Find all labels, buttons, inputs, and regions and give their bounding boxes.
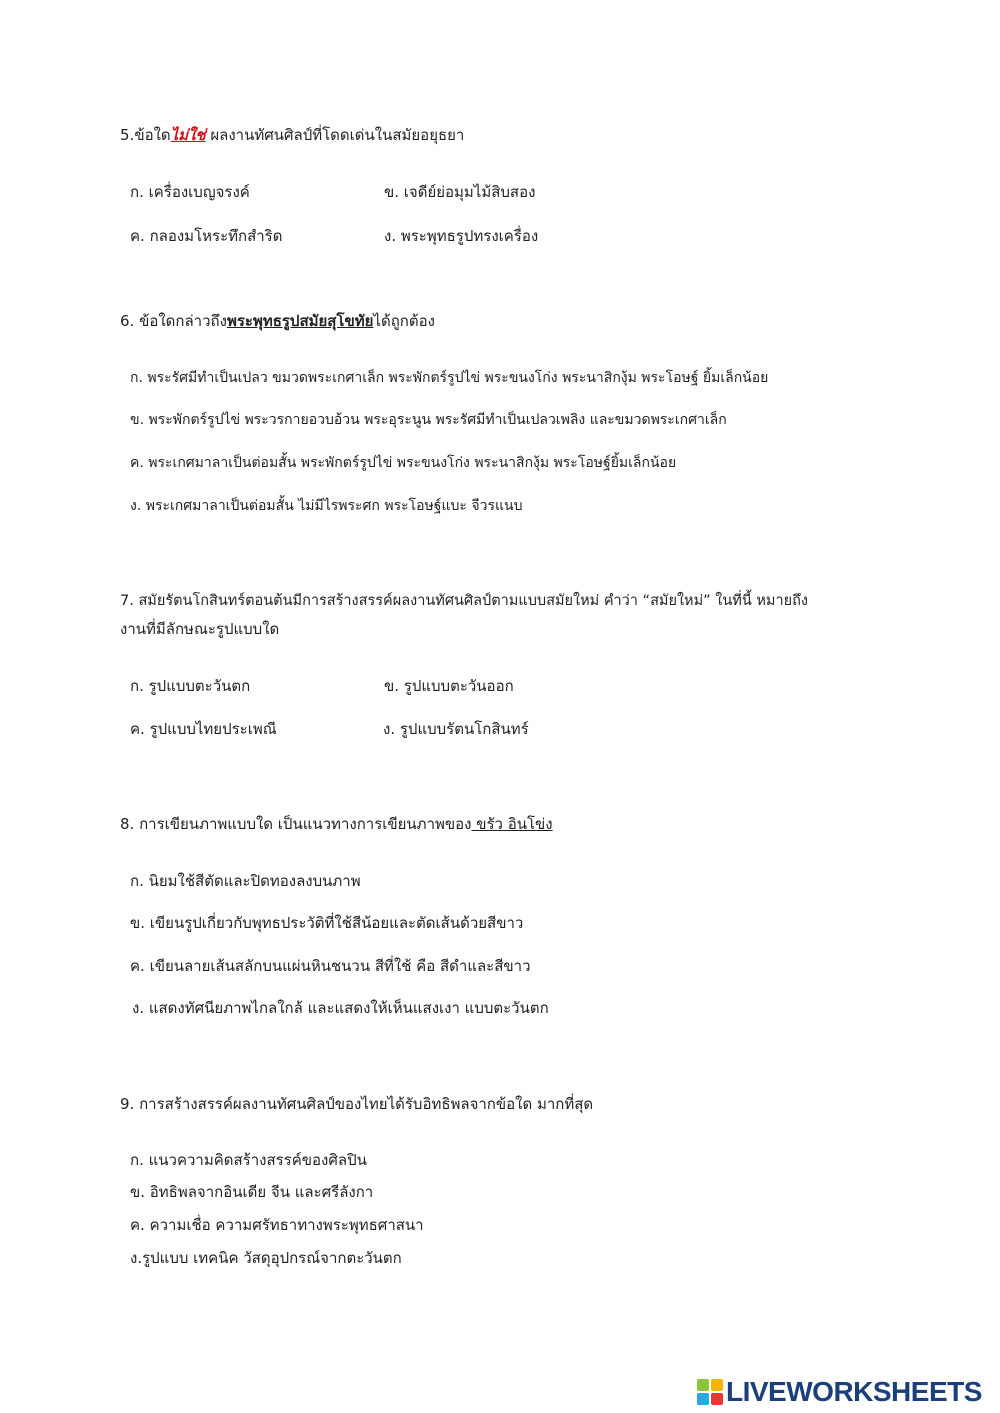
logo-tile [711, 1379, 723, 1391]
option-d[interactable]: ง. พระเกศมาลาเป็นต่อมสั้น ไม่มีไรพระศก พระโอษฐ์แบะ จีวรแนบ [130, 498, 523, 514]
option-a[interactable]: ก. เครื่องเบญจรงค์ [130, 183, 250, 201]
emphasis-artist: ขรัว อินโข่ง [471, 815, 553, 833]
question-7-line-2: งานที่มีลักษณะรูปแบบใด [120, 620, 280, 638]
question-9-text: 9. การสร้างสรรค์ผลงานทัศนศิลป์ของไทยได้รับอิทธิพลจากข้อใด มากที่สุด [120, 1095, 594, 1113]
question-number: 5. [120, 126, 135, 144]
option-c[interactable]: ค. ความเชื่อ ความศรัทธาทางพระพุทธศาสนา [130, 1216, 424, 1234]
logo-tile [697, 1379, 709, 1391]
emphasis-topic: พระพุทธรูปสมัยสุโขทัย [226, 312, 374, 330]
question-text: ผลงานทัศนศิลป์ที่โดดเด่นในสมัยอยุธยา [205, 126, 465, 144]
logo-tile [697, 1393, 709, 1405]
option-c[interactable]: ค. เขียนลายเส้นสลักบนแผ่นหินชนวน สีที่ใช้ คือ สีดำและสีขาว [130, 957, 531, 975]
emphasis-not: ไม่ใช่ [170, 126, 206, 144]
question-text: ข้อใดกล่าวถึง [134, 312, 227, 330]
question-text: ข้อใด [134, 126, 171, 144]
logo-icon [697, 1379, 723, 1405]
option-a[interactable]: ก. พระรัศมีทำเป็นเปลว ขมวดพระเกศาเล็ก พระพักตร์รูปไข่ พระขนงโก่ง พระนาสิกงุ้ม พระโอษฐ์ ยิ้มเล็กน้อย [130, 370, 769, 386]
question-text: 8. การเขียนภาพแบบใด เป็นแนวทางการเขียนภาพของ [120, 815, 472, 833]
option-d[interactable]: ง.รูปแบบ เทคนิค วัสดุอุปกรณ์จากตะวันตก [130, 1249, 402, 1267]
question-6-text [120, 310, 435, 332]
liveworksheets-logo [697, 1378, 982, 1406]
question-number: 6. [120, 312, 135, 330]
option-d[interactable]: ง. พระพุทธรูปทรงเครื่อง [384, 227, 539, 245]
option-b[interactable]: ข. รูปแบบตะวันออก [384, 677, 514, 695]
question-8-text [120, 813, 553, 835]
option-c[interactable]: ค. รูปแบบไทยประเพณี [130, 720, 277, 738]
option-b[interactable]: ข. พระพักตร์รูปไข่ พระวรกายอวบอ้วน พระอุระนูน พระรัศมีทำเป็นเปลวเพลิง และขมวดพระเกศาเล็ก [130, 412, 727, 428]
option-c[interactable]: ค. กลองมโหระทึกสำริด [130, 227, 283, 245]
option-a[interactable]: ก. แนวความคิดสร้างสรรค์ของศิลปิน [130, 1151, 367, 1169]
option-c[interactable]: ค. พระเกศมาลาเป็นต่อมสั้น พระพักตร์รูปไข่ พระขนงโก่ง พระนาสิกงุ้ม พระโอษฐ์ยิ้มเล็กน้อย [130, 455, 677, 471]
question-text: ได้ถูกต้อง [373, 312, 435, 330]
question-5-text [120, 124, 464, 146]
option-d[interactable]: ง. แสดงทัศนียภาพไกลใกล้ และแสดงให้เห็นแสงเงา แบบตะวันตก [132, 999, 549, 1017]
option-b[interactable]: ข. เจดีย์ย่อมุมไม้สิบสอง [384, 183, 536, 201]
question-7-line-1: 7. สมัยรัตนโกสินทร์ตอนต้นมีการสร้างสรรค์ผลงานทัศนศิลป์ตามแบบสมัยใหม่ คำว่า “สมัยใหม่” ในที่นี้ หมายถึง [120, 593, 808, 609]
option-a[interactable]: ก. รูปแบบตะวันตก [130, 677, 251, 695]
logo-tile [711, 1393, 723, 1405]
option-b[interactable]: ข. อิทธิพลจากอินเดีย จีน และศรีลังกา [130, 1183, 374, 1201]
option-d[interactable]: ง. รูปแบบรัตนโกสินทร์ [383, 720, 529, 738]
option-a[interactable]: ก. นิยมใช้สีตัดและปิดทองลงบนภาพ [130, 872, 361, 890]
logo-text: LIVEWORKSHEETS [726, 1376, 982, 1407]
option-b[interactable]: ข. เขียนรูปเกี่ยวกับพุทธประวัติที่ใช้สีน้อยและตัดเส้นด้วยสีขาว [130, 914, 524, 932]
